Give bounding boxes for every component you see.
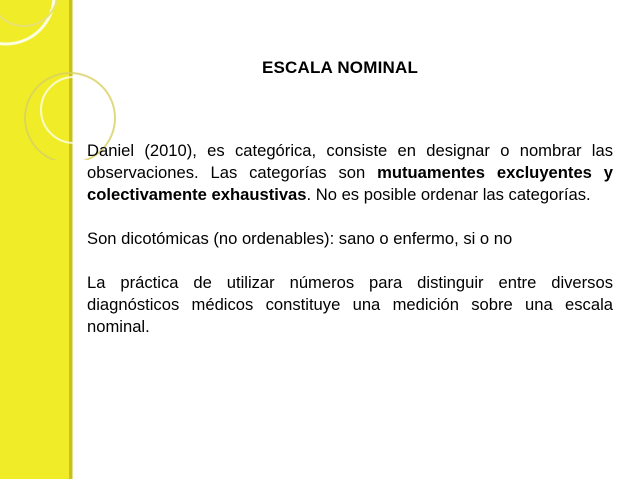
definition-bold-text: mutuamentes excluyentes y colectivamente exhaustivas bbox=[87, 163, 614, 204]
paragraph-definition bbox=[87, 140, 613, 206]
slide-body bbox=[87, 140, 613, 360]
paragraph-dichotomous: Son dicotómicas (no ordenables): sano o enfermo, si o no bbox=[87, 229, 513, 248]
paragraph-practice: La práctica de utilizar números para distinguir entre diversos diagnósticos médicos constituye una medición sobre una escala nominal. bbox=[87, 273, 613, 336]
definition-text: Daniel (2010), es categórica, consiste en designar o nombrar las observaciones. Las categorías son bbox=[87, 141, 613, 182]
decorative-circles-icon bbox=[0, 0, 140, 160]
definition-text-end: . No es posible ordenar las categorías. bbox=[306, 185, 591, 204]
slide-title: ESCALA NOMINAL bbox=[261, 58, 419, 77]
